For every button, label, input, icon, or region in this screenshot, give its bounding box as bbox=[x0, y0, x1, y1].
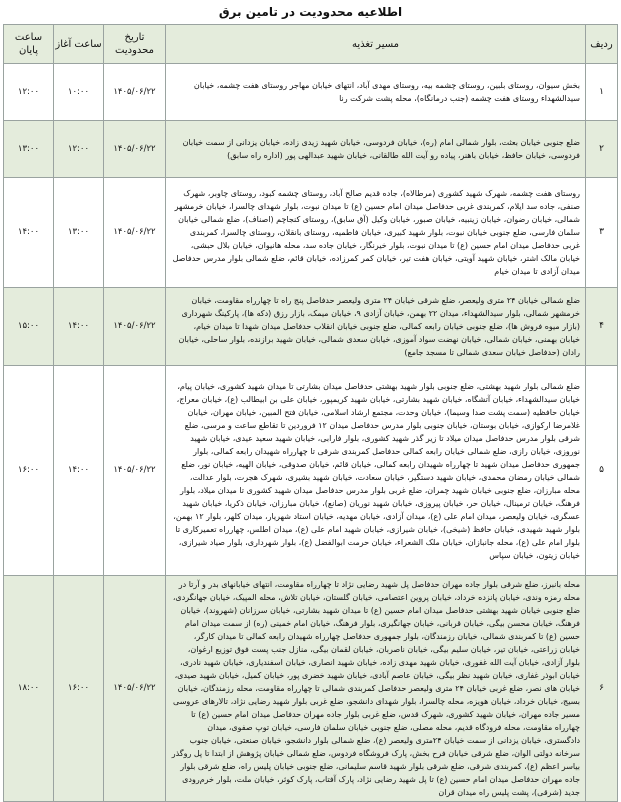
row-index: ۴ bbox=[586, 288, 618, 366]
row-date: ۱۴۰۵/۰۶/۲۲ bbox=[104, 178, 166, 288]
row-end-time: ۱۵:۰۰ bbox=[4, 288, 54, 366]
row-end-time: ۱۳:۰۰ bbox=[4, 121, 54, 178]
row-start-time: ۱۲:۰۰ bbox=[54, 121, 104, 178]
row-route: ضلع شمالی بلوار شهید بهشتی، ضلع جنوبی بلوار شهید بهشتی حدفاصل میدان بشارتی تا میدان شهید کشوری، خیابان پیام، خیابان سیدالشهداء، خیابان آتشگاه، خیابان شهید بشارتی، خیابان شهید کریمپور، خیابان علی بن ابیطالب (ع)، خیابان معراج، خیابان حافظیه (سمت پشت صدا وسیما)، خیابان وحدت، مجتمع ارشاد اسلامی، خیابان فتح المبین، خیابان مهران، خیابان غلامرضا ارکوازی، خیابان بوستان، خیابان جنوبی بلوار مدرس حدفاصل میدان ۱۲ فروردین تا تقاطع ساعت و مرسی، ضلع شرقی بلوار مدرس حدفاصل میدان میلاد تا زیر گذر شهید کشوری، بلوار فارابی، خیابان شهید سعید عیدی، خیابان شهید نوروزی، خیابان رازی، ضلع شمالی خیابان رابعه کمالی حدفاصل کمربندی شرقی تا چهارراه شهیدان رابعه کمالی، بلوار جمهوری حدفاصل میدان شهید تا چهارراه شهیدان رابعه کمالی، خیابان قائم، خیابان صدوقی، خیابان الهیه، خیابان نور، ضلع شمالی خیابان رمضان محمدی، خیابان شهید دستگیر، خیابان سعادت، خیابان شهید بشیری، شهرک هجرت، بلوار عدالت، محله مبارزان، ضلع جنوبی خیابان شهید چمران، ضلع غربی بلوار مدرس حدفاصل میدان شهید کشوری تا میدان میلاد، بلوار فرهنگ، خیابان ترمینال، خیابان حر، خیابان پیروزی، خیابان شهید نوریان (صانع)، خیابان مبارزان، خیابان ذکریا، خیابان شهید عسگری، خیابان ولیعصر، میدان امام علی (ع)، میدان آزادی، خیابان مهدیه، خیابان استاد شهریار، میدان کلهر، بلوار ۱۲ بهمن، بلوار شهید شهیدی، خیابان حافظ (شیخی)، خیابان شیرازی، خیابان شهید امام علی (ع)، میدان اطلس، چهارراه تعمیرکاری تا بلوار امام علی (ع)، محله جانبازان، خیابان ملک الشعراء، خیابان حرمت ابوالفضل (ع)، بلوار شهرداری، بلوار صیاد شیرازی، خیابان زیتون، خیابان سپاس bbox=[166, 366, 586, 576]
row-route: محله بانبرز، ضلع شرقی بلوار جاده مهران حدفاصل پل شهید رضایی نژاد تا چهارراه مقاومت، انتهای خیابانهای بدر و آرتا در محله رمزه وندی، خیابان پانزده خرداد، خیابان پروین اعتصامی، خیابان گلستان، خیابان تلاش، محله المپیک، خیابان جهانگردی، ضلع جنوبی خیابان شهید بهشتی حدفاصل میدان امام حسین (ع) تا میدان شهید بشارتی، خیابان سرزانان (شهروند)، خیابان فرهنگ، خیابان محسن بیگی، خیابان قربانی، خیابان جهانگیری، بلوار فرهنگ، خیابان امام خمینی (ره) از سمت میدان امام حسین (ع) تا کمربندی شمالی، خیابان رزمندگان، بلوار جمهوری حدفاصل چهارراه شهیدان رابعه کمالی تا میدان کارگر، خیابان زراعتی، خیابان تیر، خیابان سلیم بیگی، خیابان ناصربان، خیابان لقمان بیگی، منازل جنب پست فوق توزیع ارغوان، بلوار آزادی، خیابان آیت الله غفوری، خیابان شهید مهدی زاده، خیابان شهید انصاری، خیابان اسفندیاری، خیابان شهید نادری، خیابان ابوذر غفاری، خیابان شهید نظر بیگی، خیابان عاصم آبادی، خیابان شهید خضری پور، خیابان کمیل، خیابان شهید صیدی، خیابان های نصر، ضلع غربی خیابان ۲۴ متری ولیعصر حدفاصل کمربندی شمالی تا چهارراه مقاومت، محله رزمندگان، خیابان بسیج، خیابان خرداد، خیابان هویزه، محله چالسرا، بلوار شهدای دانشجو، ضلع غربی بلوار شهید رضایی نژاد، تالارهای عروسی مسیر جاده مهران، خیابان شهید کشوری، شهرک قدس، ضلع غربی بلوار جاده مهران حدفاصل میدان امام حسین (ع) تا چهارراه مقاومت، محله فرودگاه قدیم، محله مصلی، ضلع جنوبی خیابان سلمان فارسی، خیابان توپ صفوی، میدان دادگستری، خیابان یزدانی از سمت خیابان ۲۴متری ولیعصر (ع)، ضلع شمالی بلوار دانشجو، خیابان صنعتی، خیابان جنوب سرخانه دولتی الوان، ضلع شرقی خیابان فرح بخش، پارک فروشگاه فردوس، ضلع شمالی خیابان پژوهش از ابتدا تا پل روگذر بیاسر اعظم (ع)، کمربندی شرقی، ضلع شرقی بلوار شهید قاسم سلیمانی، ضلع جنوبی خیابان پلیس راه، ضلع شرقی بلوار جاده مهران حدفاصل میدان امام حسین (ع) تا پل شهید رضایی نژاد، پارک آفتاب، پارک کوثر، خیابان ملت، بلوار خرم‌رودی جدید (شرقی)، پشت پلیس راه میدان قران bbox=[166, 576, 586, 802]
header-start-time: ساعت آغاز bbox=[54, 25, 104, 64]
row-route: ضلع شمالی خیابان ۲۴ متری ولیعصر، ضلع شرقی خیابان ۲۴ متری ولیعصر حدفاصل پنج راه تا چهارراه مقاومت، خیابان خرمشهر شمالی، بلوار سیدالشهداء، میدان ۲۲ بهمن، خیابان آزادی ۹، خیابان میمک، بازار رزق (دکه ها)، پارکینگ شهرداری (بازار میوه فروش ها)، ضلع جنوبی خیابان رابعه کمالی، ضلع جنوبی خیابان انقلاب حدفاصل میدان شهدا تا میدان خیام، خیابان بهمنی، خیابان شمالی، خیابان نهضت سواد آموزی، خیابان سعدی شمالی، خیابان شهید برازنده، بلوار ساحلی، خیابان رادان (حدفاصل خیابان سعدی شمالی تا مسجد جامع) bbox=[166, 288, 586, 366]
row-date: ۱۴۰۵/۰۶/۲۲ bbox=[104, 576, 166, 802]
row-start-time: ۱۳:۰۰ bbox=[54, 178, 104, 288]
table-row bbox=[4, 178, 618, 288]
row-date: ۱۴۰۵/۰۶/۲۲ bbox=[104, 64, 166, 121]
row-index: ۲ bbox=[586, 121, 618, 178]
notice-title: اطلاعیه محدودیت در تامین برق bbox=[218, 5, 403, 19]
header-route: مسیر تغذیه bbox=[166, 25, 586, 64]
row-start-time: ۱۰:۰۰ bbox=[54, 64, 104, 121]
row-date: ۱۴۰۵/۰۶/۲۲ bbox=[104, 288, 166, 366]
row-index: ۶ bbox=[586, 576, 618, 802]
row-index: ۳ bbox=[586, 178, 618, 288]
row-end-time: ۱۸:۰۰ bbox=[4, 576, 54, 802]
table-row bbox=[4, 576, 618, 802]
row-end-time: ۱۶:۰۰ bbox=[4, 366, 54, 576]
row-index: ۱ bbox=[586, 64, 618, 121]
outage-schedule-table bbox=[3, 24, 618, 802]
row-start-time: ۱۶:۰۰ bbox=[54, 576, 104, 802]
row-date: ۱۴۰۵/۰۶/۲۲ bbox=[104, 366, 166, 576]
row-route: روستای هفت چشمه، شهرک شهید کشوری (مرطالاه)، جاده قدیم صالح آباد، روستای چشمه کبود، روستای چاوبر، شهرک صنفی، جاده سد ایلام، کمربندی غربی حدفاصل میدان امام حسین (ع) تا میدان نبوت، بلوار شهدای چالسرا، خیابان خرمشهر شمالی، خیابان رضوان، خیابان زینبیه، خیابان صبور، خیابان وکیل (آق سابق)، روستای کنجاچم (اصناف)، ضلع شمالی خیابان سلمان فارسی، ضلع جنوبی خیابان نبوت، بلوار شهید کبیری، خیابان فاطمیه، روستای بانقلان، روستای چالسرا، کمربندی غربی حدفاصل میدان امام حسین (ع) تا میدان نبوت، بلوار خیرنگار، خیابان جاده سد، محله هانیوان، خیابان بلال حبشی، خیابان مالک اشتر، خیابان شهید آویتی، خیابان هفت تیر، خیابان کمر کمرزاده، خیابان قائم، ضلع شمالی بلوار مدرس حدفاصل میدان آزادی تا میدان خیام bbox=[166, 178, 586, 288]
row-end-time: ۱۲:۰۰ bbox=[4, 64, 54, 121]
table-row bbox=[4, 64, 618, 121]
row-end-time: ۱۴:۰۰ bbox=[4, 178, 54, 288]
header-date: تاریخ محدودیت bbox=[104, 25, 166, 64]
header-index: ردیف bbox=[586, 25, 618, 64]
header-end-time: ساعت پایان bbox=[4, 25, 54, 64]
row-route: ضلع جنوبی خیابان بعثت، بلوار شمالی امام (ره)، خیابان فردوسی، خیابان شهید زیدی زاده، خیابان یزدانی از سمت خیابان فردوسی، خیابان حافظ، خیابان باهنر، پیاده رو آیت الله طالقانی، خیابان شهید عبدالهی پور (اداره راه سابق) bbox=[166, 121, 586, 178]
row-start-time: ۱۴:۰۰ bbox=[54, 366, 104, 576]
table-header-row bbox=[4, 25, 618, 64]
table-row bbox=[4, 121, 618, 178]
row-index: ۵ bbox=[586, 366, 618, 576]
row-route: بخش سیوان، روستای بلبین، روستای چشمه بیه، روستای مهدی آباد، انتهای خیابان مهاجر روستای هفت چشمه، خیابان سیدالشهداء روستای هفت چشمه (جنب درمانگاه)، محله پشت شرکت رنا bbox=[166, 64, 586, 121]
table-row bbox=[4, 366, 618, 576]
table-row bbox=[4, 288, 618, 366]
row-date: ۱۴۰۵/۰۶/۲۲ bbox=[104, 121, 166, 178]
row-start-time: ۱۴:۰۰ bbox=[54, 288, 104, 366]
